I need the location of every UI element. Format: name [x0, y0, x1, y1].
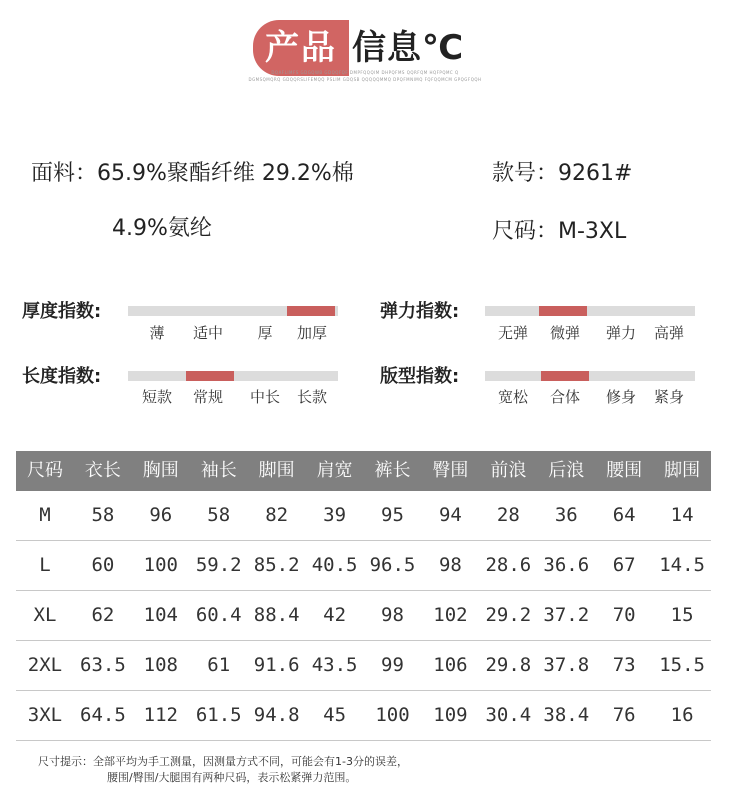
table-cell: 62: [91, 604, 115, 626]
size-range: 尺码：M-3XL: [492, 219, 627, 244]
table-cell: 70: [612, 604, 636, 626]
table-cell: 96: [149, 504, 173, 526]
table-cell: 60: [91, 554, 115, 576]
fit-tick: 宽松: [497, 388, 528, 406]
table-header-cell: 前浪: [490, 460, 527, 481]
fit-tick: 紧身: [653, 388, 684, 406]
length-tick: 长款: [296, 388, 327, 406]
table-cell: 94.8: [253, 704, 300, 726]
table-cell: 43.5: [311, 654, 358, 676]
table-cell: 64.5: [80, 704, 126, 726]
thickness-tick: 加厚: [296, 324, 327, 342]
thickness-tick: 薄: [149, 324, 165, 342]
length-tick: 常规: [192, 388, 223, 406]
table-cell: 88.4: [253, 604, 300, 626]
table-row: [16, 491, 711, 541]
size-table: [16, 451, 711, 741]
thickness-index-label: 厚度指数:: [22, 301, 102, 322]
table-cell: 95: [381, 504, 404, 526]
table-cell: 102: [433, 604, 468, 626]
table-cell: 30.4: [485, 704, 532, 726]
table-cell: 104: [143, 604, 178, 626]
fabric-line1: 面料：65.9%聚酯纤维 29.2%棉: [31, 161, 354, 186]
title-subtitle-line2: DGMSQMQRQ GDQQRSLIFEMQQ PSLIM GDQSB QQQQQMMQ DPQFMNIMQ FQFQQMCM GPQGFQQH: [248, 77, 482, 82]
fit-tick: 修身: [605, 388, 636, 406]
elasticity-index-label: 弹力指数:: [380, 301, 460, 322]
table-cell: 37.8: [543, 654, 590, 676]
table-header-cell: 胸围: [142, 460, 179, 481]
table-cell: 28.6: [485, 554, 532, 576]
size-note-line1: 尺寸提示：全部平均为手工测量，因测量方式不同，可能会有1-3分的误差，: [38, 755, 408, 768]
fabric-line2: 4.9%氨纶: [112, 216, 212, 241]
table-cell: 98: [381, 604, 404, 626]
table-cell: 96.5: [369, 554, 416, 576]
elasticity-tick: 高弹: [653, 324, 684, 342]
title-right: 信息℃: [352, 28, 465, 68]
table-cell: 100: [375, 704, 410, 726]
elasticity-index-marker: [539, 306, 587, 316]
table-cell: 100: [143, 554, 178, 576]
table-cell: 14.5: [659, 554, 705, 576]
length-tick: 中长: [249, 388, 280, 406]
table-cell: 36: [554, 504, 578, 526]
table-cell: 61.5: [195, 704, 242, 726]
table-header-row: [16, 451, 711, 491]
table-header-cell: 裤长: [374, 460, 411, 481]
table-cell: 42: [323, 604, 347, 626]
table-cell: 58: [91, 504, 115, 526]
table-cell: 94: [438, 504, 462, 526]
table-cell: 106: [433, 654, 468, 676]
table-cell: 98: [438, 554, 462, 576]
table-row: [16, 541, 711, 591]
length-tick: 短款: [141, 388, 172, 406]
table-cell: 59.2: [195, 554, 242, 576]
table-cell: L: [39, 554, 51, 576]
table-cell: 63.5: [80, 654, 126, 676]
title-left: 产品: [265, 28, 337, 68]
table-cell: 60.4: [195, 604, 242, 626]
thickness-tick: 厚: [257, 324, 273, 342]
table-header-cell: 臀围: [432, 460, 469, 481]
table-cell: 64: [612, 504, 636, 526]
table-cell: 3XL: [27, 704, 63, 726]
table-header-cell: 后浪: [548, 460, 585, 481]
thickness-tick: 适中: [192, 324, 223, 342]
style-number: 款号：9261#: [492, 161, 633, 186]
table-row: [16, 641, 711, 691]
table-cell: 36.6: [543, 554, 590, 576]
table-cell: 109: [433, 704, 468, 726]
table-cell: 45: [323, 704, 347, 726]
table-cell: 28: [496, 504, 520, 526]
table-cell: 2XL: [27, 654, 63, 676]
fit-tick: 合体: [549, 388, 580, 406]
length-index-label: 长度指数:: [22, 366, 102, 387]
size-note-line2: 腰围/臀围/大腿围有两种尺码，表示松紧弹力范围。: [107, 771, 357, 784]
length-index-marker: [186, 371, 234, 381]
fit-index-marker: [541, 371, 589, 381]
table-cell: 82: [265, 504, 289, 526]
table-cell: 38.4: [543, 704, 590, 726]
table-cell: 61: [207, 654, 231, 676]
table-cell: 58: [207, 504, 231, 526]
fit-index-bar: [485, 371, 695, 381]
title-subtitle-line1: DQAFLIMFS GDGQWB GDQQFQF DMPFQQQIM DHPQFMS QQRFQM HQFPQMC Q: [271, 70, 459, 75]
table-cell: 67: [612, 554, 636, 576]
thickness-index-marker: [287, 306, 335, 316]
table-cell: 15: [670, 604, 694, 626]
table-row: [16, 591, 711, 641]
table-cell: 40.5: [311, 554, 358, 576]
table-cell: 14: [670, 504, 694, 526]
table-header-cell: 尺码: [26, 460, 63, 481]
table-header-cell: 衣长: [84, 460, 121, 481]
table-cell: 99: [381, 654, 404, 676]
table-cell: 112: [143, 704, 178, 726]
table-cell: M: [39, 504, 51, 526]
length-index-bar: [128, 371, 338, 381]
table-cell: 39: [323, 504, 347, 526]
table-cell: 76: [612, 704, 636, 726]
title-header: [0, 18, 730, 78]
table-cell: 29.2: [485, 604, 532, 626]
table-cell: XL: [33, 604, 57, 626]
table-header-cell: 腰围: [606, 460, 643, 481]
table-cell: 85.2: [253, 554, 300, 576]
table-row: [16, 691, 711, 741]
table-header-cell: 脚围: [258, 460, 295, 481]
table-cell: 15.5: [659, 654, 705, 676]
table-cell: 37.2: [543, 604, 590, 626]
table-header-cell: 肩宽: [316, 460, 353, 481]
elasticity-tick: 微弹: [549, 324, 580, 342]
table-cell: 91.6: [253, 654, 300, 676]
table-cell: 108: [143, 654, 178, 676]
table-header-cell: 脚围: [664, 460, 701, 481]
elasticity-tick: 弹力: [605, 324, 636, 342]
table-cell: 16: [670, 704, 694, 726]
elasticity-index-bar: [485, 306, 695, 316]
elasticity-tick: 无弹: [497, 324, 528, 342]
table-header-cell: 袖长: [200, 460, 237, 481]
thickness-index-bar: [128, 306, 338, 316]
fit-index-label: 版型指数:: [380, 366, 460, 387]
table-cell: 29.8: [485, 654, 532, 676]
table-cell: 73: [612, 654, 636, 676]
